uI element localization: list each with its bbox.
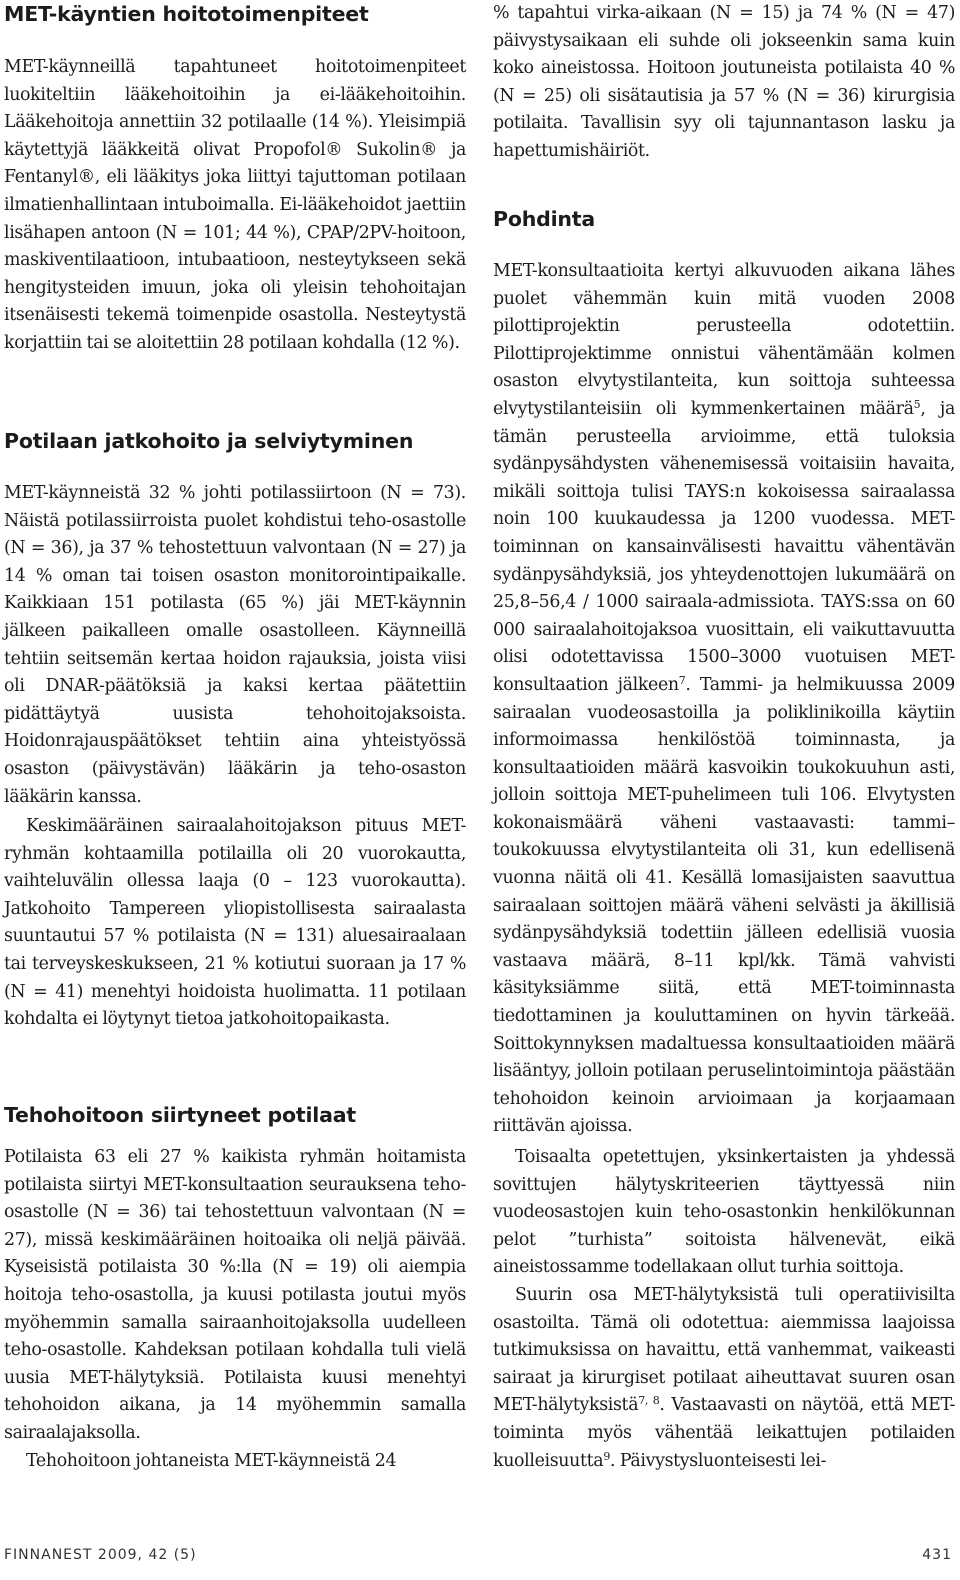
- paragraph-tehohoito-continued: Tehohoitoon johtaneista MET-käynneistä 24: [26, 1451, 397, 1471]
- operatiiviset-text-a: Suurin osa MET-hälytyksistä tuli operatiivisilta osastoilta. Tämä oli odotettua: aiemmissa laajoissa tutkimuksissa on havaittu, että vanhemmat, vaikeasti sairaat ja kirurgiset potilaat aiheuttavat suuren osan MET-hälytyksistä: [493, 1285, 955, 1416]
- operatiiviset-text-c: . Päivystysluonteisesti lei-: [609, 1450, 827, 1471]
- pohdinta-text-a: MET-konsultaatioita kertyi alkuvuoden aikana lähes puolet vähemmän kuin mitä vuoden 2008 pilottiprojektin perusteella odotettiin. Pilottiprojektimme onnistui vähentämään kolmen osaston elvytystilanteita, kun soittoja suhteessa elvytystilanteisiin oli kymmenkertainen määrä: [493, 261, 955, 419]
- heading-pohdinta: Pohdinta: [493, 207, 596, 231]
- paragraph-jatkohoito: MET-käynneistä 32 % johti potilassiirtoon (N = 73). Näistä potilassiirroista puolet kohdistui teho-osastolle (N = 36), ja 37 % tehostettuun valvontaan (N = 27) ja 14 % oman tai toisen osaston monitorointipaikalle. Kaikkiaan 151 potilasta (65 %) jäi MET-käynnin jälkeen paikalleen omalle osastolleen. Käynneillä tehtiin seitsemän kertaa hoidon rajauksia, joista viisi oli DNAR-päätöksiä ja kaksi kertaa päätettiin pidättäytyä uusista tehohoitojaksoista. Hoidonrajauspäätökset tehtiin aina yhteistyössä osaston (päivystävän) lääkärin ja teho-osaston lääkärin kanssa.: [4, 483, 466, 807]
- paragraph-operatiiviset: [493, 1282, 955, 1475]
- paragraph-hoitotoimenpiteet: MET-käynneillä tapahtuneet hoitotoimenpiteet luokiteltiin lääkehoitoihin ja ei-lääkehoitoihin. Lääkehoitoja annettiin 32 potilaalle (14 %). Yleisimpiä käytettyjä lääkkeitä olivat Propofol® Sukolin® ja Fentanyl®, eli lääkitys joka liittyi tajuttoman potilaan ilmatienhallintaan intuboimalla. Ei-lääkehoidot jaettiin lisähapen antoon (N = 101; 44 %), CPAP/2PV-hoitoon, maskiventilaatioon, intubaatioon, nesteytykseen sekä hengitysteiden imuun, joka oli yleisin tehohoitajan itsenäisesti tekemä toimenpide osastolla. Nesteytystä korjattiin tai se aloitettiin 28 potilaan kohdalla (12 %).: [4, 57, 466, 353]
- paragraph-halytyskriteerit: Toisaalta opetettujen, yksinkertaisten ja yhdessä sovittujen hälytyskriteerien täyttyessä niin vuodeosastojen kuin teho-osastonkin henkilökunnan pelot ”turhista” soitoista hälvenevät, eikä aineistossamme todellakaan ollut turhia soittoja.: [493, 1147, 955, 1278]
- heading-hoitotoimenpiteet: MET-käyntien hoitotoimenpiteet: [4, 2, 369, 26]
- reference-7: 7: [678, 673, 686, 687]
- heading-jatkohoito: Potilaan jatkohoito ja selviytyminen: [4, 429, 414, 453]
- reference-7-8: 7, 8: [638, 1394, 660, 1408]
- reference-9: 9: [603, 1449, 610, 1463]
- paragraph-virka-aika: % tapahtui virka-aikaan (N = 15) ja 74 % (N = 47) päivystysaikaan eli suhde oli jokseenkin sama kuin koko aineistossa. Hoitoon joutuneista potilaista 40 % (N = 25) oli sisätautisia ja 57 % (N = 36) kirurgisia potilaita. Tavallisin syy oli tajunnantason lasku ja hapettumishäiriöt.: [493, 3, 955, 161]
- paragraph-sairaalahoitojakso: Keskimääräinen sairaalahoitojakson pituus MET-ryhmän kohtaamilla potilailla oli 20 vuorokautta, vaihteluvälin ollessa laaja (0 – 123 vuorokautta). Jatkohoito Tampereen yliopistollisesta sairaalasta suuntautui 57 % potilaista (N = 131) aluesairaalaan tai terveyskeskukseen, 21 % kotiutui suoraan ja 17 % (N = 41) menehtyi hoidoista huolimatta. 11 potilaan kohdalta ei löytynyt tietoa jatkohoitopaikasta.: [4, 816, 466, 1030]
- operatiiviset-text-b: . Vastaavasti on näytöä, että MET-toiminta myös vähentää leikattujen potilaiden kuolleisuutta: [493, 1395, 955, 1471]
- pohdinta-text-b: , ja tämän perusteella arvioimme, että tuloksia sydänpysähdysten vähenemisessä voitaisiin havaita, mikäli soittoja tulisi TAYS:n kokoisessa sairaalassa noin 100 kuukaudessa ja 1200 vuodessa. MET-toiminnan on kansainvälisesti havaittu vähentävän sydänpysähdyksiä, jos yhteydenottojen lukumäärä on 25,8–56,4 / 1000 sairaala-admissiota. TAYS:ssa on 60 000 sairaalahoitojaksoa vuosittain, eli vaikuttavuutta olisi odotettavissa 1500–3000 vuotuisen MET-konsultaation jälkeen: [493, 398, 955, 695]
- pohdinta-text-c: . Tammi- ja helmikuussa 2009 sairaalan vuodeosastoilla ja poliklinikoilla käytiin informoimassa henkilöstöä toiminnasta, ja konsultaatioiden määrä kasvoikin toukokuuhun asti, jolloin soittoja MET-puhelimeen tuli 106. Elvytysten kokonaismäärä väheni vastaavasti: tammi–toukokuussa elvytystilanteita oli 31, kun edellisenä vuonna näitä oli 41. Kesällä lomasijaisten saavuttua sairaalaan soittojen määrä väheni selvästi ja äkillisiä sydänpysähdyksiä todettiin jälleen edellisiä vuosia vastaava määrä, 8–11 kpl/kk. Tämä vahvisti käsityksiämme siitä, että MET-toiminnasta tiedottaminen ja kouluttaminen on hyvin tärkeää. Soittokynnyksen madaltuessa konsultaatioiden määrä lisääntyy, jolloin potilaan peruselintoimintoja päästään tehohoidon keinoin arvioimaan ja korjaamaan riittävän ajoissa.: [493, 674, 955, 1137]
- reference-5: 5: [913, 397, 921, 411]
- paragraph-pohdinta: [493, 258, 955, 1141]
- footer-journal: FINNANEST 2009, 42 (5): [4, 1547, 197, 1563]
- footer-page-number: 431: [922, 1547, 952, 1563]
- paragraph-tehohoito: Potilaista 63 eli 27 % kaikista ryhmän hoitamista potilaista siirtyi MET-konsultaation seurauksena teho-osastolle (N = 36) tai tehostettuun valvontaan (N = 27), missä keskimääräinen hoitoaika oli neljä päivää. Kyseisistä potilaista 30 %:lla (N = 19) oli aiempia hoitoja teho-osastolla, ja kuusi potilasta joutui myös myöhemmin samalla sairaanhoitojaksolla uudelleen teho-osastolle. Kahdeksan potilaan kohdalla tuli vielä uusia MET-hälytyksiä. Potilaista kuusi menehtyi tehohoidon aikana, ja 14 myöhemmin samalla sairaalajaksolla.: [4, 1147, 466, 1443]
- heading-tehohoito: Tehohoitoon siirtyneet potilaat: [4, 1103, 356, 1127]
